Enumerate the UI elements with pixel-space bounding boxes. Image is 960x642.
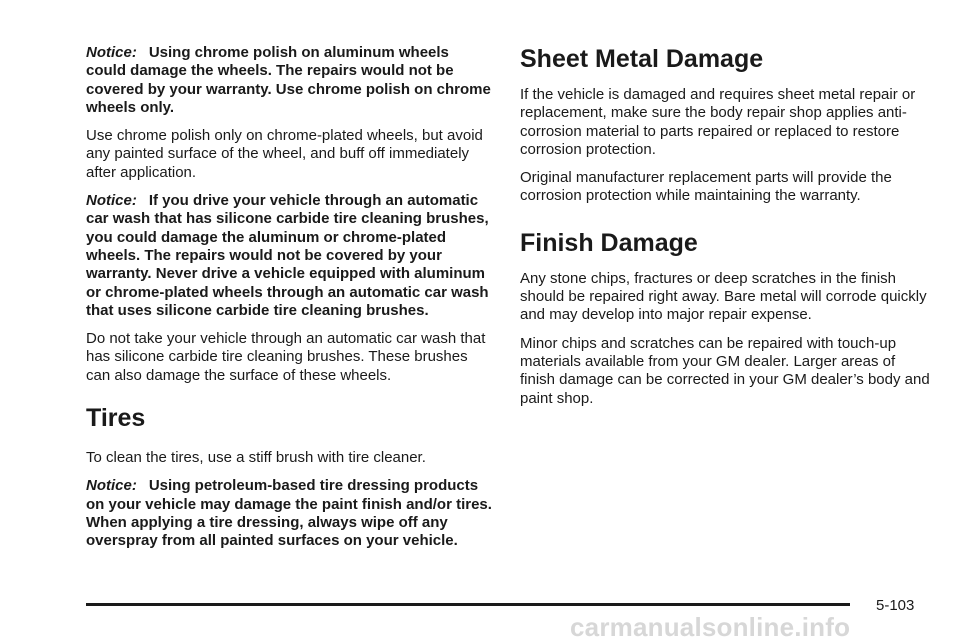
notice-text: Using chrome polish on aluminum wheels could damage the wheels. The repairs would not be covered by your warranty. Use chrome polish on chrome wheels only. [86, 44, 491, 116]
page-number: 5-103 [876, 597, 915, 614]
heading-tires: Tires [86, 404, 146, 433]
paragraph-replacement-parts: Original manufacturer replacement parts will provide the corrosion protection while maintaining the warranty. [520, 169, 892, 205]
paragraph-sheet-metal-repair: If the vehicle is damaged and requires sheet metal repair or replacement, make sure the body repair shop applies anti-corrosion material to parts repaired or replaced to restore corrosion protection. [520, 86, 916, 158]
notice-text: If you drive your vehicle through an automatic car wash that has silicone carbide tire cleaning brushes, you could damage the aluminum or chrome-plated wheels. The repairs would not be covered by your warranty. Never drive a vehicle equipped with aluminum or chrome-plated wheels through an automatic car wash that uses silicone carbide tire cleaning brushes. [86, 192, 489, 319]
notice-label: Notice: [86, 44, 137, 61]
heading-sheet-metal-damage: Sheet Metal Damage [520, 45, 764, 73]
footer-rule [86, 603, 850, 606]
notice-chrome-polish [86, 44, 492, 117]
right-column [520, 44, 930, 418]
paragraph-car-wash: Do not take your vehicle through an automatic car wash that has silicone carbide tire cleaning brushes. These brushes can also damage the surface of these wheels. [86, 330, 486, 384]
paragraph-touch-up: Minor chips and scratches can be repaired with touch-up materials available from your GM dealer. Larger areas of finish damage can be corrected in your GM dealer’s body and paint shop. [520, 334, 930, 407]
watermark: carmanualsonline.info [570, 612, 851, 642]
paragraph-finish-damage: Any stone chips, fractures or deep scratches in the finish should be repaired right away. Bare metal will corrode quickly and may develop into major repair expense. [520, 269, 927, 324]
notice-label: Notice: [86, 192, 137, 210]
paragraph-chrome-polish-usage: Use chrome polish only on chrome-plated wheels, but avoid any painted surface of the wheel, and buff off immediately after application. [86, 127, 483, 181]
notice-text: Using petroleum-based tire dressing products on your vehicle may damage the paint finish and/or tires. When applying a tire dressing, always wipe off any overspray from all painted surfaces on your vehicle. [86, 477, 492, 550]
left-column [86, 44, 492, 561]
heading-finish-damage: Finish Damage [520, 228, 698, 257]
notice-label: Notice: [86, 477, 137, 495]
notice-car-wash [86, 192, 492, 320]
paragraph-tire-cleaning: To clean the tires, use a stiff brush with tire cleaner. [86, 449, 426, 467]
notice-tire-dressing [86, 477, 492, 550]
